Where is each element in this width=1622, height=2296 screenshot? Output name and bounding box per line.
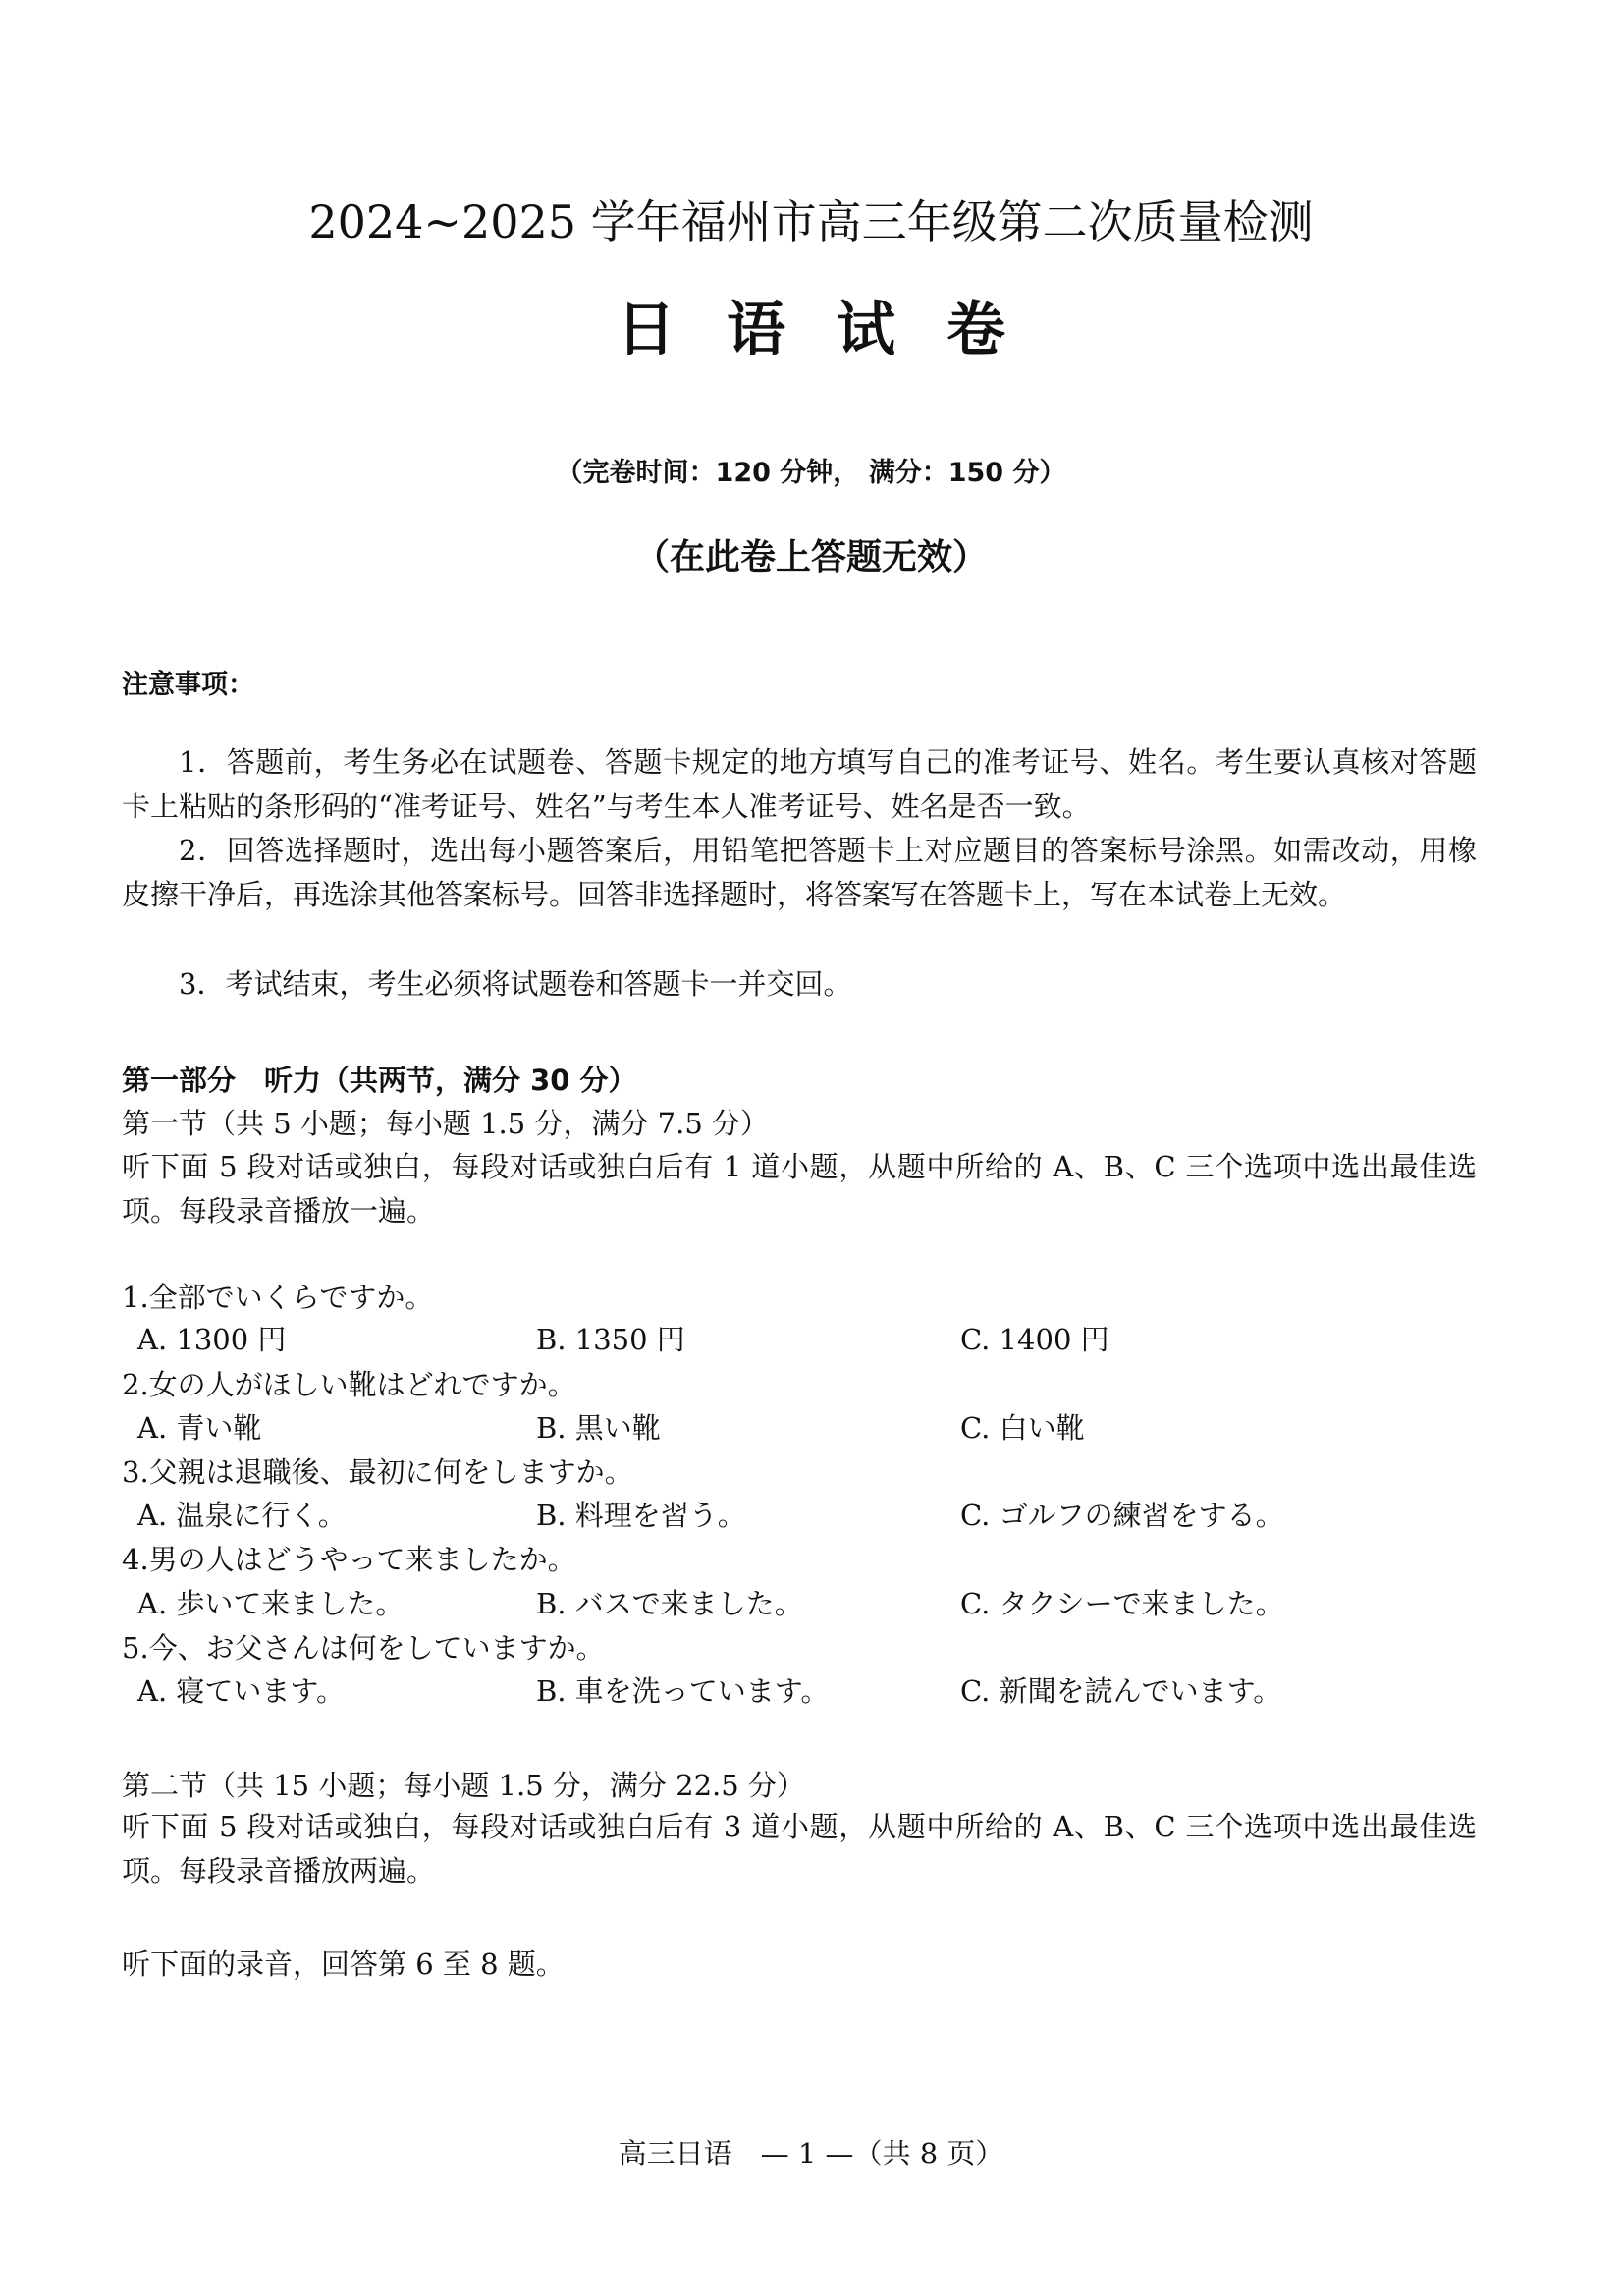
question-5-option-a: A. 寝ています。: [137, 1674, 346, 1708]
section1-instruction: 听下面 5 段对话或独白，每段对话或独白后有 1 道小题，从题中所给的 A、B、C 三个选项中选出最佳选项。每段录音播放一遍。: [122, 1150, 1477, 1228]
question-1-option-b: B. 1350 円: [536, 1323, 685, 1356]
question-1-option-c: C. 1400 円: [960, 1323, 1109, 1356]
notice-item-2: 2．回答选择题时，选出每小题答案后，用铅笔把答题卡上对应题目的答案标号涂黑。如需改动，用橡皮擦干净后，再选涂其他答案标号。回答非选择题时，将答案写在答题卡上，写在本试卷上无效。: [122, 834, 1477, 911]
question-5-option-b: B. 車を洗っています。: [536, 1674, 830, 1708]
question-1-option-a: A. 1300 円: [137, 1323, 287, 1356]
notice-item-3: 3．考试结束，考生必须将试题卷和答题卡一并交回。: [179, 967, 852, 1001]
question-4-option-a: A. 歩いて来ました。: [137, 1587, 405, 1620]
question-3-option-c: C. ゴルフの練習をする。: [960, 1499, 1284, 1532]
exam-title: 2024~2025 学年福州市高三年级第二次质量检测: [308, 195, 1314, 248]
question-2-option-c: C. 白い靴: [960, 1411, 1085, 1445]
question-2-stem: 2.女の人がほしい靴はどれですか。: [122, 1368, 576, 1401]
part1-heading: 第一部分 听力（共两节，满分 30 分）: [122, 1064, 637, 1097]
question-3-option-a: A. 温泉に行く。: [137, 1499, 347, 1532]
no-answer-note: （在此卷上答题无效）: [633, 537, 988, 577]
notice-item-1: 1．答题前，考生务必在试题卷、答题卡规定的地方填写自己的准考证号、姓名。考生要认真核对答题卡上粘贴的条形码的“准考证号、姓名”与考生本人准考证号、姓名是否一致。: [122, 745, 1477, 823]
subject-title: 日语试卷: [617, 296, 1056, 364]
section2-heading: 第二节（共 15 小题；每小题 1.5 分，满分 22.5 分）: [122, 1769, 805, 1802]
page-footer: 高三日语 — 1 —（共 8 页）: [618, 2137, 1004, 2170]
question-1-stem: 1.全部でいくらですか。: [122, 1281, 434, 1314]
question-4-option-b: B. バスで来ました。: [536, 1587, 803, 1620]
question-5-option-c: C. 新聞を読んでいます。: [960, 1674, 1282, 1708]
question-4-option-c: C. タクシーで来ました。: [960, 1587, 1284, 1620]
section2-instruction: 听下面 5 段对话或独白，每段对话或独白后有 3 道小题，从题中所给的 A、B、C 三个选项中选出最佳选项。每段录音播放两遍。: [122, 1810, 1477, 1887]
question-5-stem: 5.今、お父さんは何をしていますか。: [122, 1631, 605, 1665]
exam-time-info: （完卷时间：120 分钟， 满分：150 分）: [556, 458, 1066, 488]
question-2-option-b: B. 黒い靴: [536, 1411, 661, 1445]
section2-listen-prompt: 听下面的录音，回答第 6 至 8 题。: [122, 1947, 565, 1981]
section1-heading: 第一节（共 5 小题；每小题 1.5 分，满分 7.5 分）: [122, 1107, 770, 1140]
notice-heading: 注意事项：: [122, 670, 254, 700]
question-3-option-b: B. 料理を習う。: [536, 1499, 746, 1532]
question-4-stem: 4.男の人はどうやって来ましたか。: [122, 1543, 576, 1576]
question-3-stem: 3.父親は退職後、最初に何をしますか。: [122, 1455, 633, 1489]
question-2-option-a: A. 青い靴: [137, 1411, 262, 1445]
